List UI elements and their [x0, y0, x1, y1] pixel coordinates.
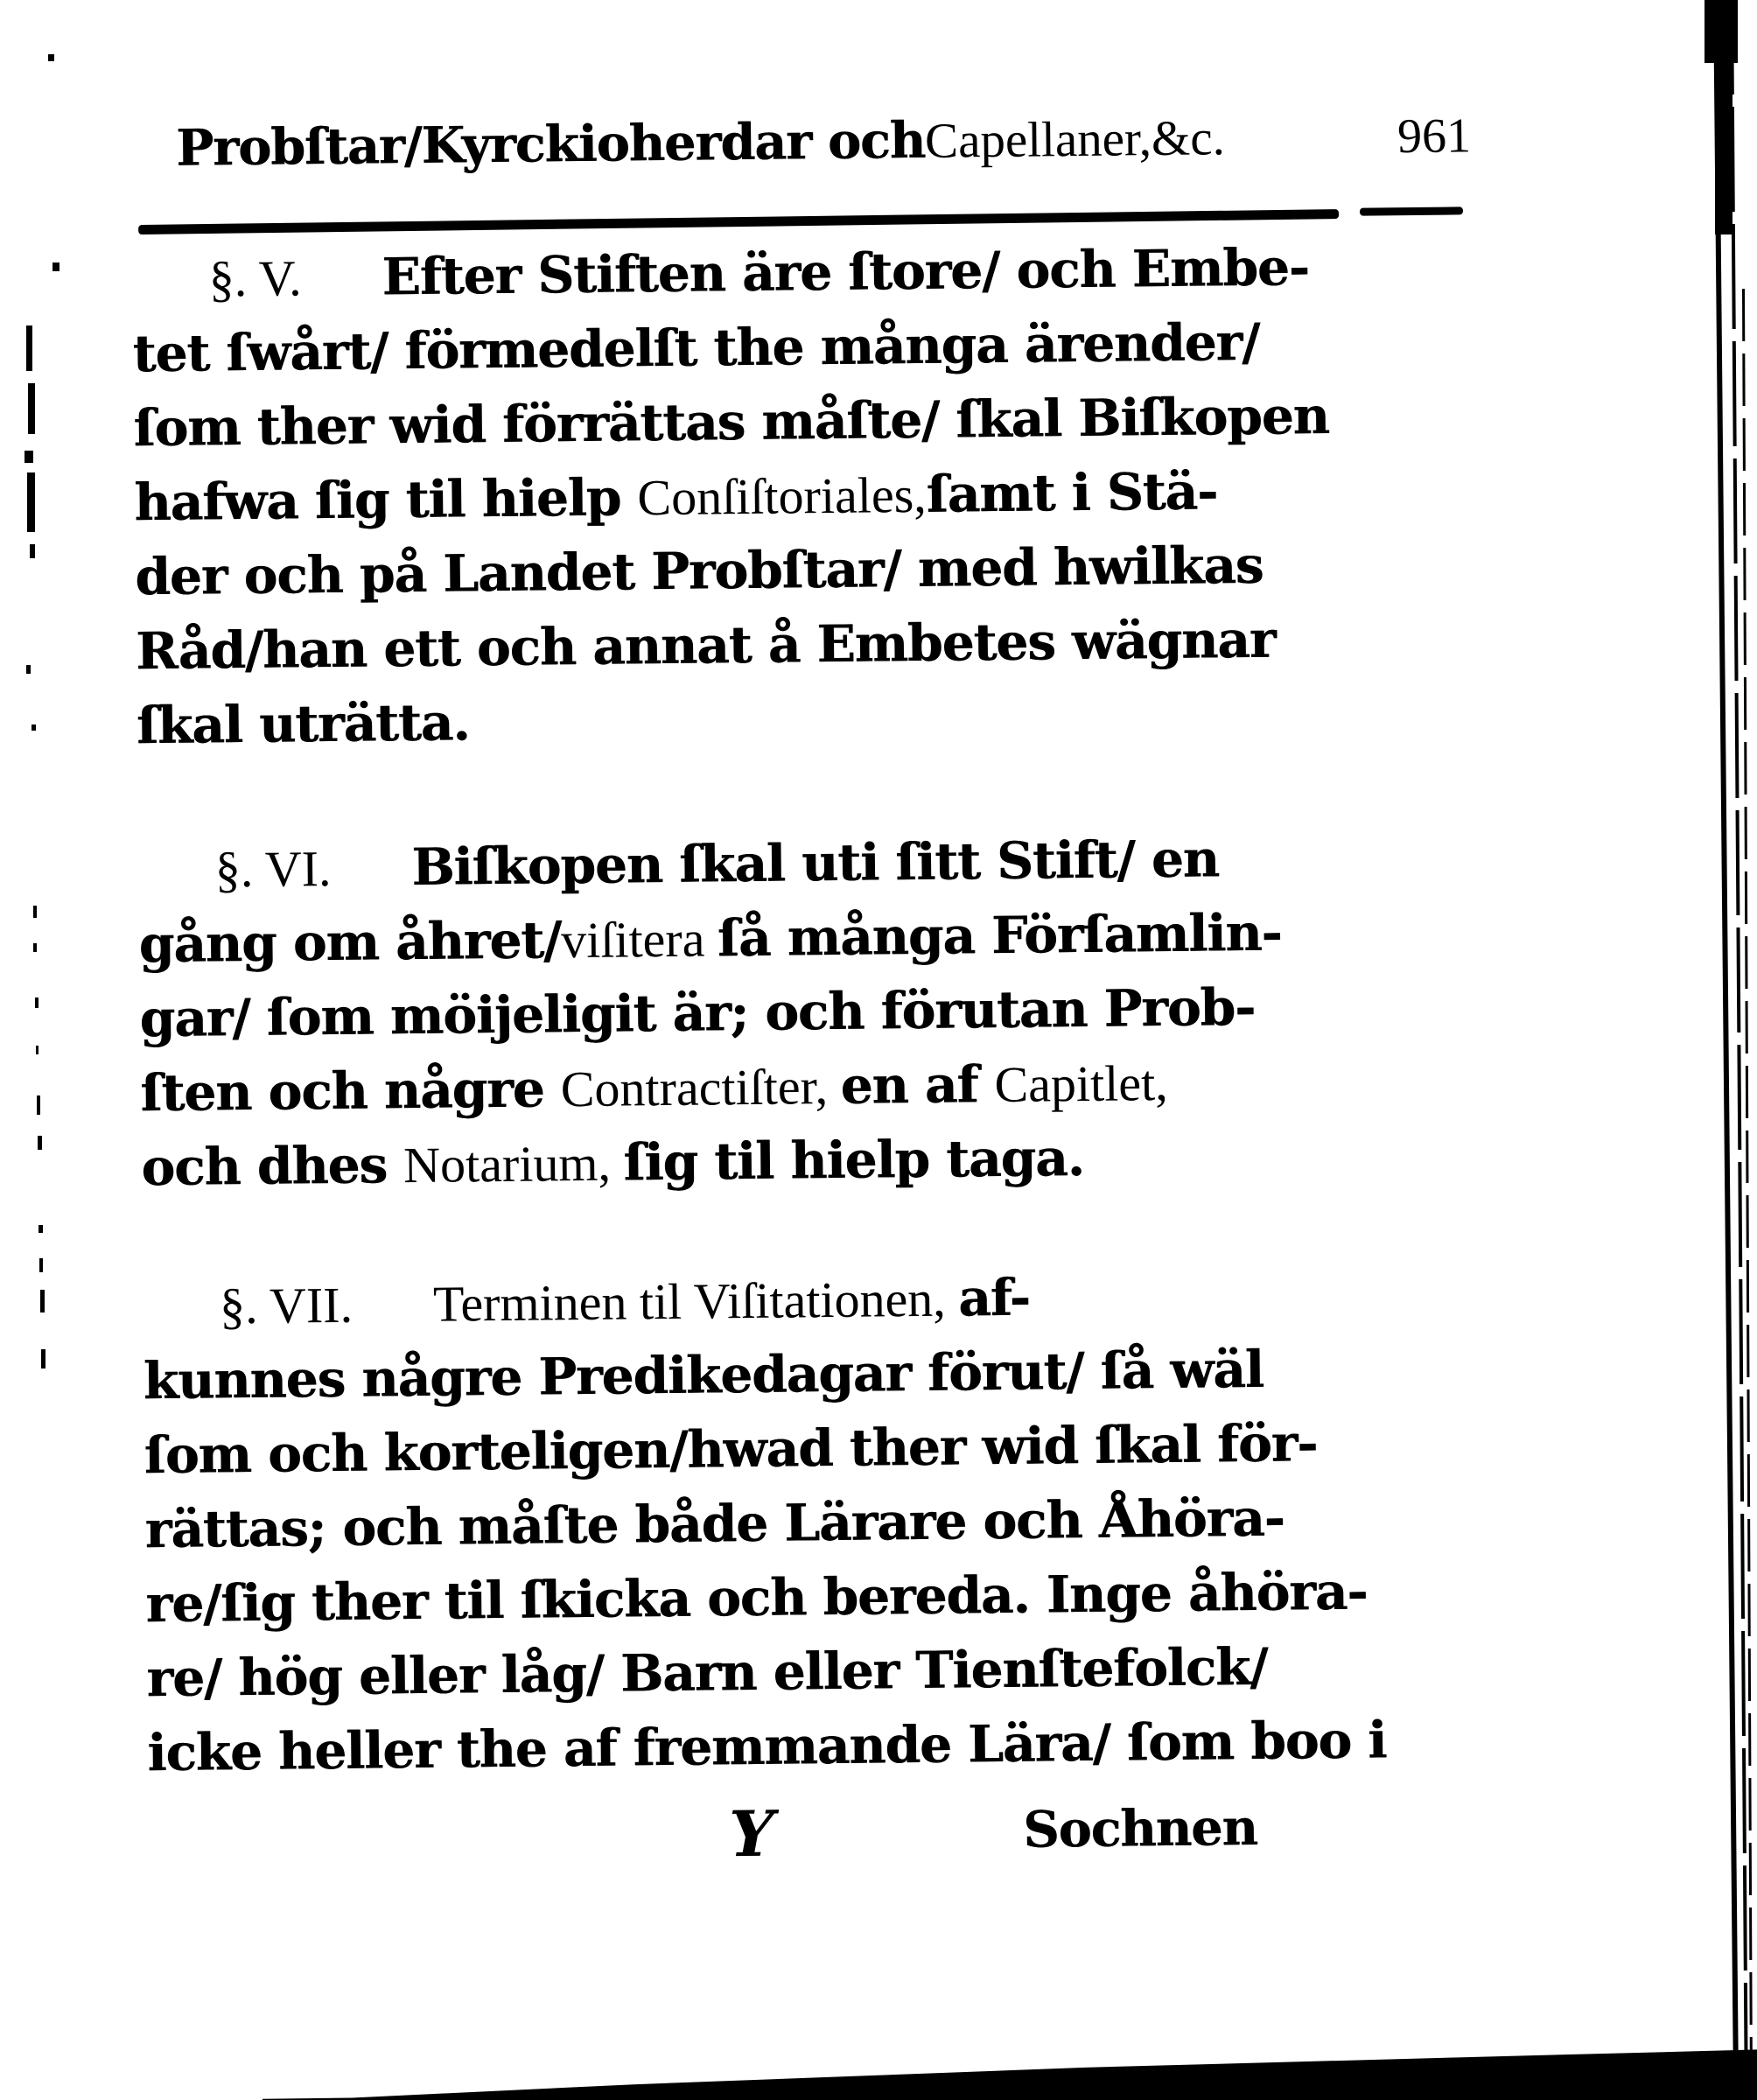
text-line: [137, 819, 1521, 908]
text-line: [136, 675, 1520, 764]
text-segment: gång om åhret/: [138, 910, 562, 975]
text-segment: ſom och korteligen/hwad ther wid ſkal för-: [144, 1413, 1318, 1486]
text-segment: Notarium,: [402, 1134, 624, 1194]
header-title-fraktur: Probſtar/Kyrckioherdar och: [175, 110, 926, 178]
text-segment: ſå många Förſamlin-: [717, 902, 1282, 969]
text-segment: re/ſig ther til ſkicka och bereda. Inge åhöra-: [145, 1561, 1368, 1634]
text-line: [140, 1042, 1523, 1131]
text-line: [143, 1256, 1526, 1345]
scan-artifact-speck: [33, 943, 37, 952]
paragraph-section-vii: [143, 1256, 1530, 1791]
scan-artifact-speck: [48, 54, 54, 61]
text-line: [145, 1553, 1529, 1642]
scan-artifact-corner-blob: [1715, 0, 1732, 234]
scan-artifact-speck: [52, 262, 60, 271]
paragraph-section-vi: [137, 819, 1523, 1206]
text-line: [139, 968, 1522, 1057]
text-line: [135, 526, 1518, 615]
scan-artifact-speck: [35, 998, 38, 1008]
text-segment: ſig til hielp taga.: [623, 1127, 1085, 1193]
text-segment: af-: [957, 1267, 1031, 1328]
scan-artifact-bottom-shadow: [262, 2044, 1757, 2100]
signature-mark: Y: [728, 1796, 775, 1872]
header-spacer: [1225, 164, 1397, 166]
text-segment: der och på Landet Probſtar/ med hwilkas: [134, 535, 1264, 607]
running-header: [130, 76, 1513, 178]
text-segment: icke heller the af fremmande Lära/ ſom boo i: [147, 1710, 1387, 1783]
text-segment: kunnes någre Predikedagar förut/ ſå wäl: [143, 1339, 1264, 1411]
text-line: [144, 1404, 1527, 1494]
text-line: [138, 893, 1522, 983]
section-label: §. V.: [208, 249, 302, 308]
paragraph-section-v: [131, 228, 1519, 764]
text-segment: tet ſwårt/ förmedelſt the många ärender/: [132, 312, 1260, 384]
text-segment: viſitera: [560, 910, 718, 970]
page-content: [129, 0, 1531, 1908]
text-line: [141, 1116, 1524, 1206]
text-segment: Conſiſtoriales,: [637, 466, 928, 527]
text-line: [131, 228, 1515, 318]
text-line: [134, 452, 1517, 541]
scan-artifact-speck: [33, 906, 37, 918]
scan-artifact-speck: [38, 1225, 43, 1233]
text-segment: rättas; och måſte både Lärare och Åhöra-: [144, 1488, 1285, 1560]
text-line: [143, 1330, 1526, 1419]
catchword: Sochnen: [1022, 1797, 1258, 1859]
text-line: [133, 377, 1516, 466]
scan-artifact-speck: [24, 451, 33, 463]
text-line: [136, 600, 1519, 690]
text-segment: Efter Stiften äre ſtore/ och Embe-: [382, 237, 1310, 307]
text-segment: Terminen til Viſitationen,: [432, 1270, 959, 1333]
scan-artifact-speck: [32, 724, 36, 731]
scan-artifact-speck: [30, 544, 35, 558]
text-segment: re/ hög eller låg/ Barn eller Tienſtefolck/: [146, 1636, 1268, 1709]
scan-artifact-speck: [26, 326, 32, 371]
scan-artifact-speck: [38, 1136, 42, 1150]
text-segment: hafwa ſig til hielp: [134, 467, 638, 533]
text-segment: Biſkopen ſkal uti ſitt Stift/ en: [411, 829, 1220, 898]
scan-artifact-speck: [39, 1258, 43, 1272]
text-segment: gar/ ſom möijeligit är; och förutan Prob-: [139, 976, 1256, 1049]
text-segment: ſamt i Stä-: [926, 461, 1218, 524]
text-line: [144, 1479, 1528, 1568]
text-segment: Capitlet,: [994, 1054, 1169, 1114]
text-line: [146, 1628, 1530, 1717]
scan-artifact-speck: [26, 665, 31, 674]
section-label: §. VI.: [214, 839, 332, 899]
header-rule-short: [1360, 206, 1463, 215]
text-line: [132, 303, 1516, 392]
scan-artifact-speck: [27, 472, 35, 532]
scan-artifact-speck: [41, 1349, 46, 1368]
scan-artifact-speck: [40, 1290, 45, 1312]
page-number: 961: [1396, 108, 1472, 164]
text-segment: Råd/han ett och annat å Embetes wägnar: [135, 609, 1276, 682]
text-segment: ſkal uträtta.: [136, 692, 470, 756]
scan-artifact-speck: [37, 1096, 40, 1115]
scan-artifact-speck: [36, 1046, 38, 1054]
text-segment: ſten och någre: [140, 1059, 562, 1124]
text-segment: och dhes: [141, 1135, 404, 1198]
text-segment: Contractiſter,: [560, 1057, 841, 1118]
header-title-antiqua: Capellaner,&c.: [924, 110, 1226, 169]
header-rule-long: [138, 209, 1339, 234]
scan-artifact-speck: [28, 383, 35, 434]
text-segment: en af: [840, 1054, 995, 1116]
page-footer: [148, 1788, 1531, 1908]
section-label: §. VII.: [219, 1276, 354, 1335]
text-line: [147, 1702, 1530, 1791]
text-segment: ſom ther wid förrättas måſte/ ſkal Biſkopen: [133, 386, 1330, 458]
